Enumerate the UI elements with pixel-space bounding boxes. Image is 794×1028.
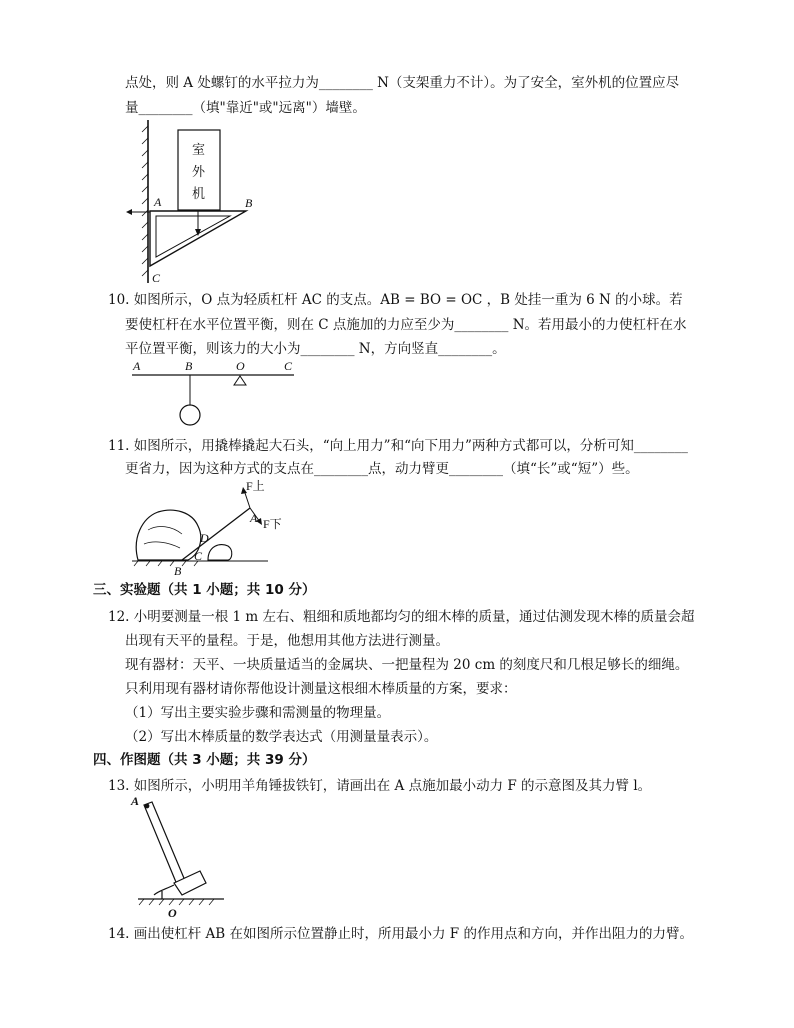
q10-line-2: 要使杠杆在水平位置平衡，则在 C 点施加的力应至少为________ N。若用最小的力使杠杆在水 <box>125 317 687 333</box>
q12-line-4: 只利用现有器材请你帮他设计测量这根细木棒质量的方案，要求： <box>125 681 517 697</box>
q14-line-1: 14. 画出使杠杆 AB 在如图所示位置静止时，所用最小力 F 的作用点和方向，并作出阻力的力臂。 <box>108 926 693 942</box>
q10-label-a: A <box>133 359 141 373</box>
q11-figure-crowbar <box>128 478 288 576</box>
q10-label-o: O <box>236 359 245 373</box>
q13-label-o: O <box>168 906 177 920</box>
q9-box-char-1: 室 <box>192 143 206 158</box>
q10-line-3: 平位置平衡，则该力的大小为________ N，方向竖直________。 <box>125 341 506 357</box>
q11-label-a: A <box>250 511 258 525</box>
q10-label-b: B <box>185 359 193 373</box>
q12-line-3: 现有器材：天平、一块质量适当的金属块、一把量程为 20 cm 的刻度尺和几根足够长的细绳。 <box>125 657 689 673</box>
q13-label-a: A <box>131 795 140 808</box>
q9-label-b: B <box>245 196 253 210</box>
q11-line-2: 更省力，因为这种方式的支点在________点，动力臂更________（填“长”或“短”）些。 <box>125 461 639 477</box>
q13-figure-claw-hammer <box>128 795 238 923</box>
q9-box-char-3: 机 <box>192 187 206 202</box>
q10-figure-lever <box>128 358 308 430</box>
q11-line-1: 11. 如图所示，用撬棒撬起大石头，“向上用力”和“向下用力”两种方式都可以，分析可知________ <box>108 438 688 454</box>
q11-label-f-up: F上 <box>246 479 265 493</box>
q11-label-d: D <box>200 531 209 545</box>
q11-label-b: B <box>174 564 182 576</box>
q11-label-f-down: F下 <box>263 517 282 531</box>
q12-line-5: （1）写出主要实验步骤和需测量的物理量。 <box>125 705 391 721</box>
q12-line-2: 出现有天平的量程。于是，他想用其他方法进行测量。 <box>125 633 449 649</box>
q9-label-c: C <box>152 271 161 285</box>
q9-line-2: 量________（填"靠近"或"远离"）墙壁。 <box>125 100 366 116</box>
q9-box-char-2: 外 <box>192 165 206 180</box>
q10-line-1: 10. 如图所示，O 点为轻质杠杆 AC 的支点。AB = BO = OC ，B 处挂一重为 6 N 的小球。若 <box>108 292 683 308</box>
q10-label-c: C <box>284 359 293 373</box>
q11-label-c: C <box>194 549 203 563</box>
section-3-heading: 三、实验题（共 1 小题；共 10 分） <box>93 582 316 598</box>
q12-line-1: 12. 小明要测量一根 1 m 左右、粗细和质地都均匀的细木棒的质量，通过估测发现木棒的质量会超 <box>108 609 695 625</box>
q13-line-1: 13. 如图所示，小明用羊角锤拔铁钉，请画出在 A 点施加最小动力 F 的示意图及其力臂 l。 <box>108 778 652 794</box>
q9-line-1: 点处，则 A 处螺钉的水平拉力为________ N（支架重力不计）。为了安全，室外机的位置应尽 <box>125 75 680 91</box>
q9-label-a: A <box>154 195 162 209</box>
q9-figure-air-conditioner-bracket <box>118 118 268 288</box>
section-4-heading: 四、作图题（共 3 小题；共 39 分） <box>93 752 316 768</box>
q12-line-6: （2）写出木棒质量的数学表达式（用测量量表示）。 <box>125 729 438 745</box>
